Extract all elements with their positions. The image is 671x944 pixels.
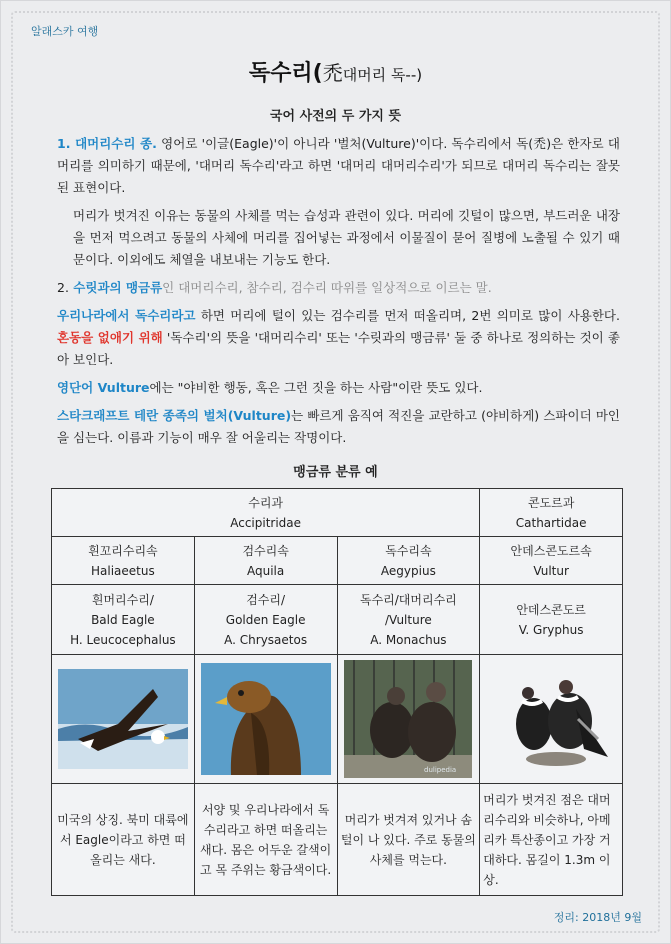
sense-2-num: 2. xyxy=(57,280,69,295)
species-line: 독수리/대머리수리 xyxy=(359,592,457,607)
para-korea-text2: '독수리'의 뜻을 '대머리수리' 또는 '수릿과의 맹금류' 둘 중 하나로 정의하는 것이 좋아 보인다. xyxy=(57,330,620,367)
genus-ko: 독수리속 xyxy=(385,543,432,558)
genus-latin: Haliaeetus xyxy=(91,563,155,578)
para-starcraft-text: 는 빠르게 움직여 적진을 교란하고 (야비하게) 스파이더 마인을 심는다. 이름과 기능이 매우 잘 어울리는 작명이다. xyxy=(57,408,620,445)
sense-2-lead: 수릿과의 맹금류 xyxy=(68,280,163,295)
description-row xyxy=(52,784,623,896)
family-latin: Accipitridae xyxy=(230,515,302,530)
title-hanja: 禿 xyxy=(322,61,343,85)
sense-1-extra: 머리가 벗겨진 이유는 동물의 사체를 먹는 습성과 관련이 있다. 머리에 깃털이 많으면, 부드러운 내장을 먼저 먹으려고 동물의 사체에 머리를 집어넣는 과정에서 이물질이 묻어 질병에 노출될 수 있기 때문이다. 이외에도 체열을 내보내는 기능도 한다. xyxy=(73,208,620,267)
species-line: A. Chrysaetos xyxy=(224,632,308,647)
title-main: 독수리( xyxy=(248,61,323,86)
species-cell xyxy=(52,585,195,655)
bald-eagle-photo xyxy=(58,669,188,769)
golden-eagle-photo xyxy=(201,663,331,775)
genus-cell xyxy=(337,537,480,585)
para-korea-red: 혼동을 없애기 위해 xyxy=(57,330,163,345)
description-cell: 머리가 벗겨진 점은 대머리수리와 비슷하나, 아메리카 특산종이고 가장 거대하다. 몸길이 1.3m 이상. xyxy=(480,784,623,896)
genus-latin: Aquila xyxy=(247,563,285,578)
family-cell-cathartidae xyxy=(480,489,623,537)
photo-cell xyxy=(52,655,195,784)
andean-condor-photo xyxy=(486,669,616,769)
photo-row xyxy=(52,655,623,784)
genus-ko: 흰꼬리수리속 xyxy=(88,543,158,558)
para-starcraft-lead: 스타크래프트 테란 종족의 벌처(Vulture) xyxy=(57,408,292,423)
para-korea xyxy=(57,305,620,371)
photo-cell xyxy=(480,655,623,784)
genus-latin: Vultur xyxy=(533,563,569,578)
page-title xyxy=(1,56,670,87)
para-english-lead: 영단어 Vulture xyxy=(57,380,150,395)
description-cell: 서양 및 우리나라에서 독수리라고 하면 떠올리는 새다. 몸은 어두운 갈색이고 목 주위는 황금색이다. xyxy=(194,784,337,896)
body-text xyxy=(57,133,620,455)
species-line: Bald Eagle xyxy=(91,612,155,627)
genus-ko: 검수리속 xyxy=(242,543,289,558)
species-cell xyxy=(337,585,480,655)
species-line: /Vulture xyxy=(385,612,432,627)
genus-cell xyxy=(194,537,337,585)
section-subtitle: 국어 사전의 두 가지 뜻 xyxy=(269,109,402,124)
photo-cell xyxy=(337,655,480,784)
title-gloss: 대머리 독--) xyxy=(342,66,423,84)
para-korea-lead: 우리나라에서 독수리라고 xyxy=(57,308,196,323)
species-cell xyxy=(480,585,623,655)
genus-latin: Aegypius xyxy=(380,563,436,578)
photo-cell xyxy=(194,655,337,784)
cinereous-vulture-photo xyxy=(344,660,472,778)
para-starcraft xyxy=(57,405,620,449)
genus-cell xyxy=(52,537,195,585)
species-line: V. Gryphus xyxy=(518,622,584,637)
family-ko: 콘도르과 xyxy=(527,495,575,510)
description-cell: 머리가 벗겨져 있거나 솜털이 나 있다. 주로 동물의 사체를 먹는다. xyxy=(337,784,480,896)
para-korea-text1: 하면 머리에 털이 있는 검수리를 먼저 떠올리며, 2번 의미로 많이 사용한다. xyxy=(195,308,620,323)
sense-2 xyxy=(57,277,620,299)
family-cell-accipitridae xyxy=(52,489,480,537)
species-line: H. Leucocephalus xyxy=(70,632,176,647)
species-row xyxy=(52,585,623,655)
genus-row xyxy=(52,537,623,585)
family-latin: Cathartidae xyxy=(515,515,587,530)
raptor-classification-table xyxy=(51,488,623,896)
description-cell: 미국의 상징. 북미 대륙에서 Eagle이라고 하면 떠올리는 새다. xyxy=(52,784,195,896)
species-cell xyxy=(194,585,337,655)
family-row xyxy=(52,489,623,537)
genus-cell xyxy=(480,537,623,585)
sense-2-text: 인 대머리수리, 참수리, 검수리 따위를 일상적으로 이르는 말. xyxy=(162,280,492,295)
family-ko: 수리과 xyxy=(248,495,284,510)
footer-date: 정리: 2018년 9월 xyxy=(553,911,642,924)
species-line: 흰머리수리/ xyxy=(91,592,154,607)
genus-ko: 안데스콘도르속 xyxy=(510,543,592,558)
species-line: 안데스콘도르 xyxy=(516,602,586,617)
series-label: 알래스카 여행 xyxy=(31,25,99,38)
photo-watermark: dulipedia xyxy=(424,766,457,774)
sense-1 xyxy=(57,133,620,199)
species-line: A. Monachus xyxy=(370,632,447,647)
para-english-text: 에는 "야비한 행동, 혹은 그런 짓을 하는 사람"이란 뜻도 있다. xyxy=(149,380,483,395)
sense-1-text: 영어로 '이글(Eagle)'이 아니라 '벌처(Vulture)'이다. 독수리에서 독(禿)은 한자로 대머리를 의미하기 때문에, '대머리 독수리'라고 하면 '대머리 대머리수리'가 되므로 대머리 독수리는 잘못된 표현이다. xyxy=(57,136,620,195)
para-english xyxy=(57,377,620,399)
sense-1-lead: 1. 대머리수리 종. xyxy=(57,136,157,151)
table-title: 맹금류 분류 예 xyxy=(293,465,378,480)
species-line: 검수리/ xyxy=(246,592,286,607)
species-line: Golden Eagle xyxy=(225,612,306,627)
